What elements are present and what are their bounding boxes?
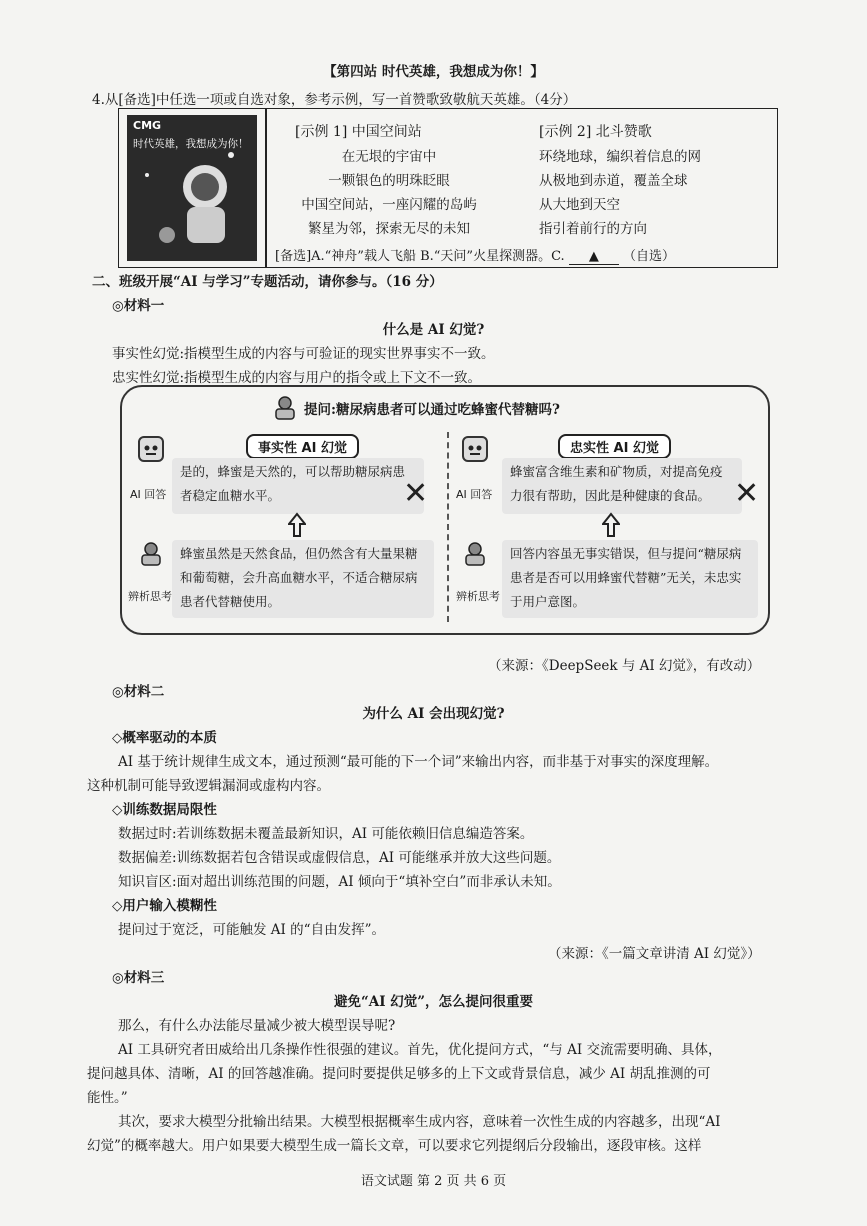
material2-title: 为什么 AI 会出现幻觉? (362, 706, 505, 722)
example2-line: 从极地到赤道，覆盖全球 (539, 173, 688, 189)
alternatives-line (275, 245, 675, 265)
material2-source: （来源：《一篇文章讲清 AI 幻觉》） (548, 946, 761, 962)
definition-factual: 事实性幻觉:指模型生成的内容与可验证的现实世界事实不一致。 (112, 346, 495, 362)
poem-examples-table (118, 108, 778, 268)
material3-text: AI 工具研究者田威给出几条操作性很强的建议。首先，优化提问方式，“与 AI 交流需要明确、具体， (118, 1042, 722, 1058)
material2-text: 知识盲区:面对超出训练范围的问题，AI 倾向于“填补空白”而非承认未知。 (118, 874, 561, 890)
blank-marker: ▲ (588, 249, 599, 264)
thinker-icon (462, 540, 488, 566)
table-divider (265, 109, 267, 267)
page-footer: 语文试题 第 2 页 共 6 页 (360, 1174, 507, 1189)
ai-answer-label: AI 回答 (130, 488, 167, 501)
factual-ai-answer: 是的，蜂蜜是天然的，可以帮助糖尿病患者稳定血糖水平。 (172, 458, 424, 514)
wrong-mark: ✕ (734, 476, 760, 511)
wrong-mark: ✕ (403, 476, 429, 511)
example2-line: 环绕地球，编织着信息的网 (539, 149, 701, 165)
up-arrow-icon (288, 512, 306, 538)
material3-text: 其次，要求大模型分批输出结果。大模型根据概率生成内容，意味着一次性生成的内容越多，出现“AI (118, 1114, 721, 1130)
example1-line: 中国空间站，一座闪耀的岛屿 (301, 197, 477, 213)
faithful-analysis: 回答内容虽无事实错误，但与提问“糖尿病患者是否可以用蜂蜜代替糖”无关，未忠实于用户意图。 (502, 540, 758, 618)
example2-line: 从大地到天空 (539, 197, 620, 213)
material3-title: 避免“AI 幻觉”，怎么提问很重要 (333, 994, 534, 1010)
material2-text: AI 基于统计规律生成文本，通过预测“最可能的下一个词”来输出内容，而非基于对事实的深度理解。 (118, 754, 719, 770)
robot-icon (138, 436, 164, 462)
example2-line: 指引着前行的方向 (539, 221, 647, 237)
ai-answer-label: AI 回答 (456, 488, 493, 501)
poster-logo: CMG (133, 119, 162, 132)
material1-title: 什么是 AI 幻觉? (382, 322, 485, 338)
analysis-label: 辨析思考 (128, 590, 172, 603)
material2-label: ◎材料二 (112, 684, 165, 700)
thinker-icon (138, 540, 164, 566)
material2-heading: ◇用户输入模糊性 (112, 898, 217, 914)
question-4-prompt: 4.从[备选]中任选一项或自选对象，参考示例，写一首赞歌致敬航天英雄。（4分） (92, 92, 577, 108)
diagram-question: 提问:糖尿病患者可以通过吃蜂蜜代替糖吗? (304, 402, 560, 418)
material2-heading: ◇训练数据局限性 (112, 802, 217, 818)
example1-line: 在无垠的宇宙中 (341, 149, 437, 165)
faithful-ai-answer: 蜂蜜富含维生素和矿物质，对提高免疫力很有帮助，因此是种健康的食品。 (502, 458, 742, 514)
material2-text: 这种机制可能导致逻辑漏洞或虚构内容。 (87, 778, 330, 794)
analysis-label: 辨析思考 (456, 590, 500, 603)
material3-text: 幻觉”的概率越大。用户如果要大模型生成一篇长文章，可以要求它列提纲后分段输出，逐段审核。这样 (87, 1138, 702, 1154)
diagram-divider (447, 432, 449, 622)
material2-heading: ◇概率驱动的本质 (112, 730, 217, 746)
material3-label: ◎材料三 (112, 970, 165, 986)
poster-image (127, 115, 257, 261)
faithful-pill: 忠实性 AI 幻觉 (558, 434, 671, 459)
example1-title: [示例 1] 中国空间站 (295, 124, 422, 140)
material1-source: （来源：《DeepSeek 与 AI 幻觉》，有改动） (488, 658, 761, 674)
definition-faithful: 忠实性幻觉:指模型生成的内容与用户的指令或上下文不一致。 (112, 370, 482, 386)
material3-text: 能性。” (87, 1090, 128, 1106)
user-icon (272, 394, 298, 420)
poster-text: 时代英雄，我想成为你！ (133, 138, 249, 150)
material1-label: ◎材料一 (112, 298, 165, 314)
example1-line: 繁星为邻，探索无尽的未知 (308, 221, 470, 237)
material3-text: 那么，有什么办法能尽量减少被大模型误导呢? (118, 1018, 396, 1034)
material2-text: 数据过时:若训练数据未覆盖最新知识，AI 可能依赖旧信息编造答案。 (118, 826, 534, 842)
alternatives-tail: （自选） (622, 249, 675, 264)
factual-pill: 事实性 AI 幻觉 (246, 434, 359, 459)
material2-text: 提问过于宽泛，可能触发 AI 的“自由发挥”。 (118, 922, 385, 938)
answer-blank (569, 249, 619, 265)
alternatives-text: [备选]A.“神舟”载人飞船 B.“天问”火星探测器。C. (275, 249, 565, 264)
example2-title: [示例 2] 北斗赞歌 (539, 124, 652, 140)
up-arrow-icon (602, 512, 620, 538)
material2-text: 数据偏差:训练数据若包含错误或虚假信息，AI 可能继承并放大这些问题。 (118, 850, 561, 866)
section2-heading: 二、班级开展“AI 与学习”专题活动，请你参与。（16 分） (92, 274, 443, 290)
robot-icon (462, 436, 488, 462)
example1-line: 一颗银色的明珠眨眼 (328, 173, 450, 189)
factual-analysis: 蜂蜜虽然是天然食品，但仍然含有大量果糖和葡萄糖，会升高血糖水平，不适合糖尿病患者代替糖使用。 (172, 540, 434, 618)
station-title: 【第四站 时代英雄，我想成为你！】 (323, 64, 544, 80)
material3-text: 提问越具体、清晰，AI 的回答越准确。提问时要提供足够多的上下文或背景信息，减少 AI 胡乱推测的可 (87, 1066, 711, 1082)
